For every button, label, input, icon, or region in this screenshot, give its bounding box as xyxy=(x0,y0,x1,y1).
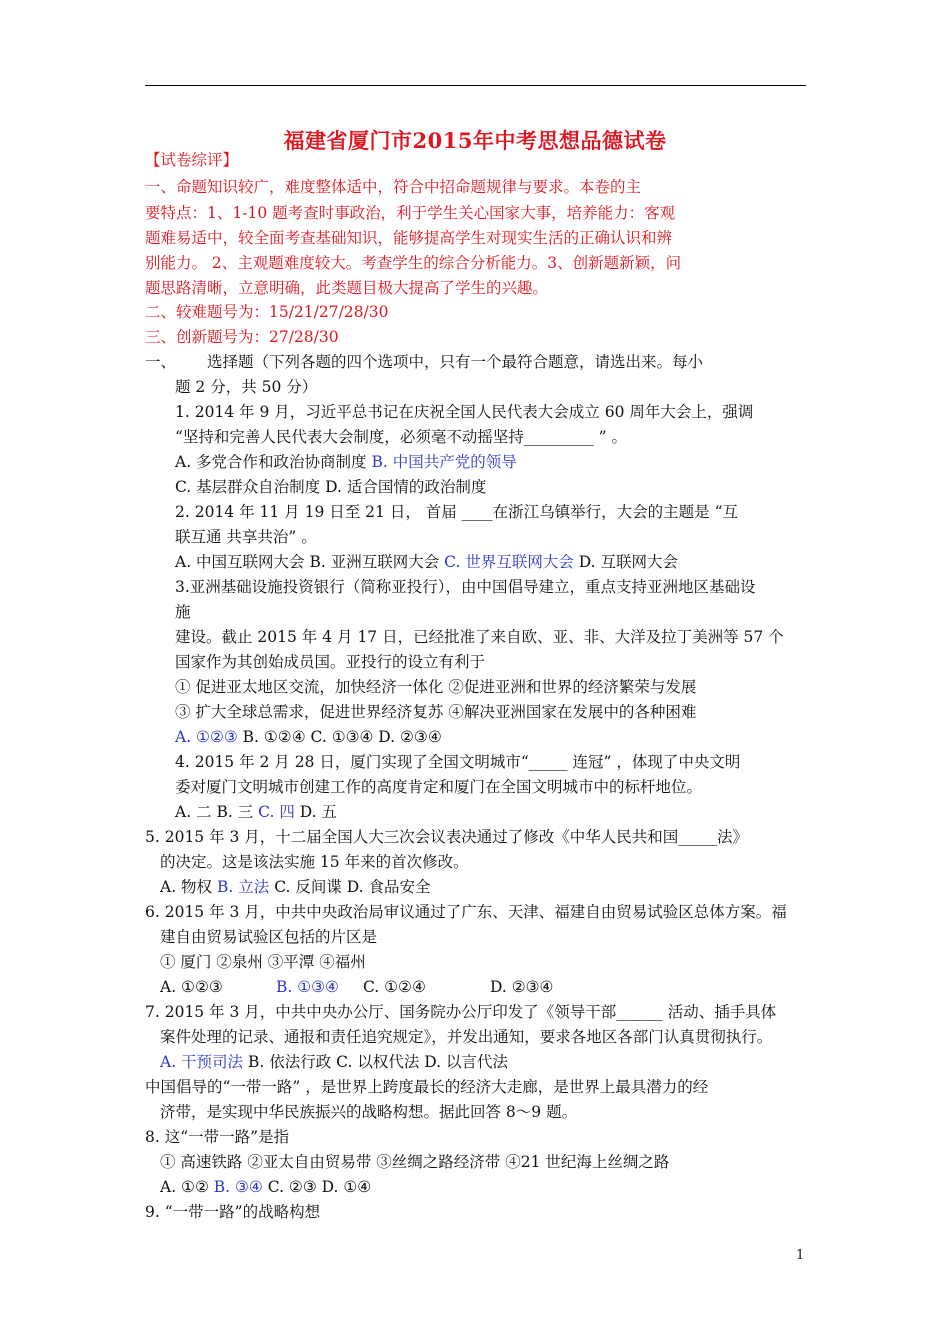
q6-answer: B. ①③④ xyxy=(276,978,339,996)
q4-options xyxy=(175,802,337,822)
q2-line-1: 2. 2014 年 11 月 19 日至 21 日， 首届 ____在浙江乌镇举行，大会的主题是 “互 xyxy=(175,503,739,521)
q5-line-1: 5. 2015 年 3 月，十二届全国人大三次会议表决通过了修改《中华人民共和国_____法》 xyxy=(145,828,749,846)
review-header: 【试卷综评】 xyxy=(145,151,239,169)
q7-options xyxy=(160,1052,508,1072)
q2-options xyxy=(175,552,678,572)
review-line-3: 题难易适中，较全面考查基础知识，能够提高学生对现实生活的正确认识和辨 xyxy=(145,229,673,247)
q7-line-1: 7. 2015 年 3 月，中共中央办公厅、国务院办公厅印发了《领导干部______ 活动、插手具体 xyxy=(145,1003,777,1021)
section-intro-1: 选择题（下列各题的四个选项中，只有一个最符合题意，请选出来。每小 xyxy=(207,353,704,371)
q3-answer: A. ①②③ xyxy=(175,728,238,746)
q8-line-2: ① 高速铁路 ②亚太自由贸易带 ③丝绸之路经济带 ④21 世纪海上丝绸之路 xyxy=(160,1153,670,1171)
q8-option-a: A. ①② xyxy=(160,1178,209,1196)
q1-options-ab xyxy=(175,452,517,472)
innovative-questions: 三、创新题号为：27/28/30 xyxy=(145,328,339,346)
q8-option-cd: C. ②③ D. ①④ xyxy=(267,1178,372,1196)
review-line-1: 一、命题知识较广，难度整体适中，符合中招命题规律与要求。本卷的主 xyxy=(145,178,642,196)
q5-option-a: A. 物权 xyxy=(160,878,213,896)
intro-8-9-line-1: 中国倡导的“一带一路” ，是世界上跨度最长的经济大走廊，是世界上最具潜力的经 xyxy=(145,1078,709,1096)
q6-option-a: A. ①②③ xyxy=(160,978,223,996)
q5-line-2: 的决定。这是该法实施 15 年来的首次修改。 xyxy=(160,853,469,871)
q4-line-2: 委对厦门文明城市创建工作的高度肯定和厦门在全国文明城市中的标杆地位。 xyxy=(175,778,703,796)
section-intro-2: 题 2 分，共 50 分） xyxy=(175,378,318,396)
q1-line-2: “坚持和完善人民代表大会制度，必须毫不动摇坚持_________ ” 。 xyxy=(175,428,627,446)
q3-line-6: ③ 扩大全球总需求，促进世界经济复苏 ④解决亚洲国家在发展中的各种困难 xyxy=(175,703,697,721)
q8-options xyxy=(160,1177,371,1197)
hard-questions: 二、较难题号为：15/21/27/28/30 xyxy=(145,303,389,321)
q8-answer: B. ③④ xyxy=(213,1178,263,1196)
section-number: 一、 xyxy=(145,353,177,371)
q1-options-cd: C. 基层群众自治制度 D. 适合国情的政治制度 xyxy=(175,478,487,496)
header-rule xyxy=(145,85,806,86)
q1-option-a: A. 多党合作和政治协商制度 xyxy=(175,453,367,471)
q7-answer: A. 干预司法 xyxy=(160,1053,244,1071)
q3-line-5: ① 促进亚太地区交流，加快经济一体化 ②促进亚洲和世界的经济繁荣与发展 xyxy=(175,678,697,696)
q4-option-d: D. 五 xyxy=(299,803,338,821)
q6-line-2: 建自由贸易试验区包括的片区是 xyxy=(160,928,378,946)
q5-answer: B. 立法 xyxy=(217,878,270,896)
intro-8-9-line-2: 济带，是实现中华民族振兴的战略构想。据此回答 8～9 题。 xyxy=(160,1103,578,1121)
q6-option-c: C. ①②④ xyxy=(363,978,426,996)
review-line-5: 题思路清晰，立意明确，此类题目极大提高了学生的兴趣。 xyxy=(145,279,549,297)
q3-line-3: 建设。截止 2015 年 4 月 17 日，已经批准了来自欧、亚、非、大洋及拉丁美洲等 57 个 xyxy=(175,628,784,646)
page-title: 福建省厦门市2015年中考思想品德试卷 xyxy=(283,128,667,153)
q3-option-rest: B. ①②④ C. ①③④ D. ②③④ xyxy=(242,728,442,746)
q2-line-2: 联互通 共享共治” 。 xyxy=(175,528,317,546)
q4-line-1: 4. 2015 年 2 月 28 日，厦门实现了全国文明城市“_____ 连冠” ，体现了中央文明 xyxy=(175,753,741,771)
q4-answer: C. 四 xyxy=(258,803,295,821)
q3-options xyxy=(175,727,442,747)
q3-line-2: 施 xyxy=(175,603,191,621)
q7-option-rest: B. 依法行政 C. 以权代法 D. 以言代法 xyxy=(248,1053,508,1071)
page-number: 1 xyxy=(796,1248,805,1263)
q4-option-ab: A. 二 B. 三 xyxy=(175,803,254,821)
q3-line-1: 3.亚洲基础设施投资银行（简称亚投行），由中国倡导建立，重点支持亚洲地区基础设 xyxy=(175,578,756,596)
q1-line-1: 1. 2014 年 9 月，习近平总书记在庆祝全国人民代表大会成立 60 周年大会上，强调 xyxy=(175,403,754,421)
q7-line-2: 案件处理的记录、通报和责任追究规定》，并发出通知，要求各地区各部门认真贯彻执行。 xyxy=(160,1028,773,1046)
q6-option-d: D. ②③④ xyxy=(490,978,554,996)
q9-line-1: 9. “一带一路”的战略构想 xyxy=(145,1203,321,1221)
q6-line-3: ① 厦门 ②泉州 ③平潭 ④福州 xyxy=(160,953,366,971)
q6-line-1: 6. 2015 年 3 月，中共中央政治局审议通过了广东、天津、福建自由贸易试验区总体方案。福 xyxy=(145,903,787,921)
q2-option-ab: A. 中国互联网大会 B. 亚洲互联网大会 xyxy=(175,553,440,571)
q5-option-cd: C. 反间谍 D. 食品安全 xyxy=(274,878,431,896)
q5-options xyxy=(160,877,431,897)
q2-option-d: D. 互联网大会 xyxy=(578,553,679,571)
q2-answer: C. 世界互联网大会 xyxy=(444,553,574,571)
q8-line-1: 8. 这“一带一路”是指 xyxy=(145,1128,290,1146)
review-line-2: 要特点：1、1-10 题考查时事政治，利于学生关心国家大事，培养能力：客观 xyxy=(145,204,676,222)
q1-answer: B. 中国共产党的领导 xyxy=(371,453,517,471)
q3-line-4: 国家作为其创始成员国。亚投行的设立有利于 xyxy=(175,653,486,671)
review-line-4: 别能力。 2、主观题难度较大。考查学生的综合分析能力。3、创新题新颖，问 xyxy=(145,254,682,272)
